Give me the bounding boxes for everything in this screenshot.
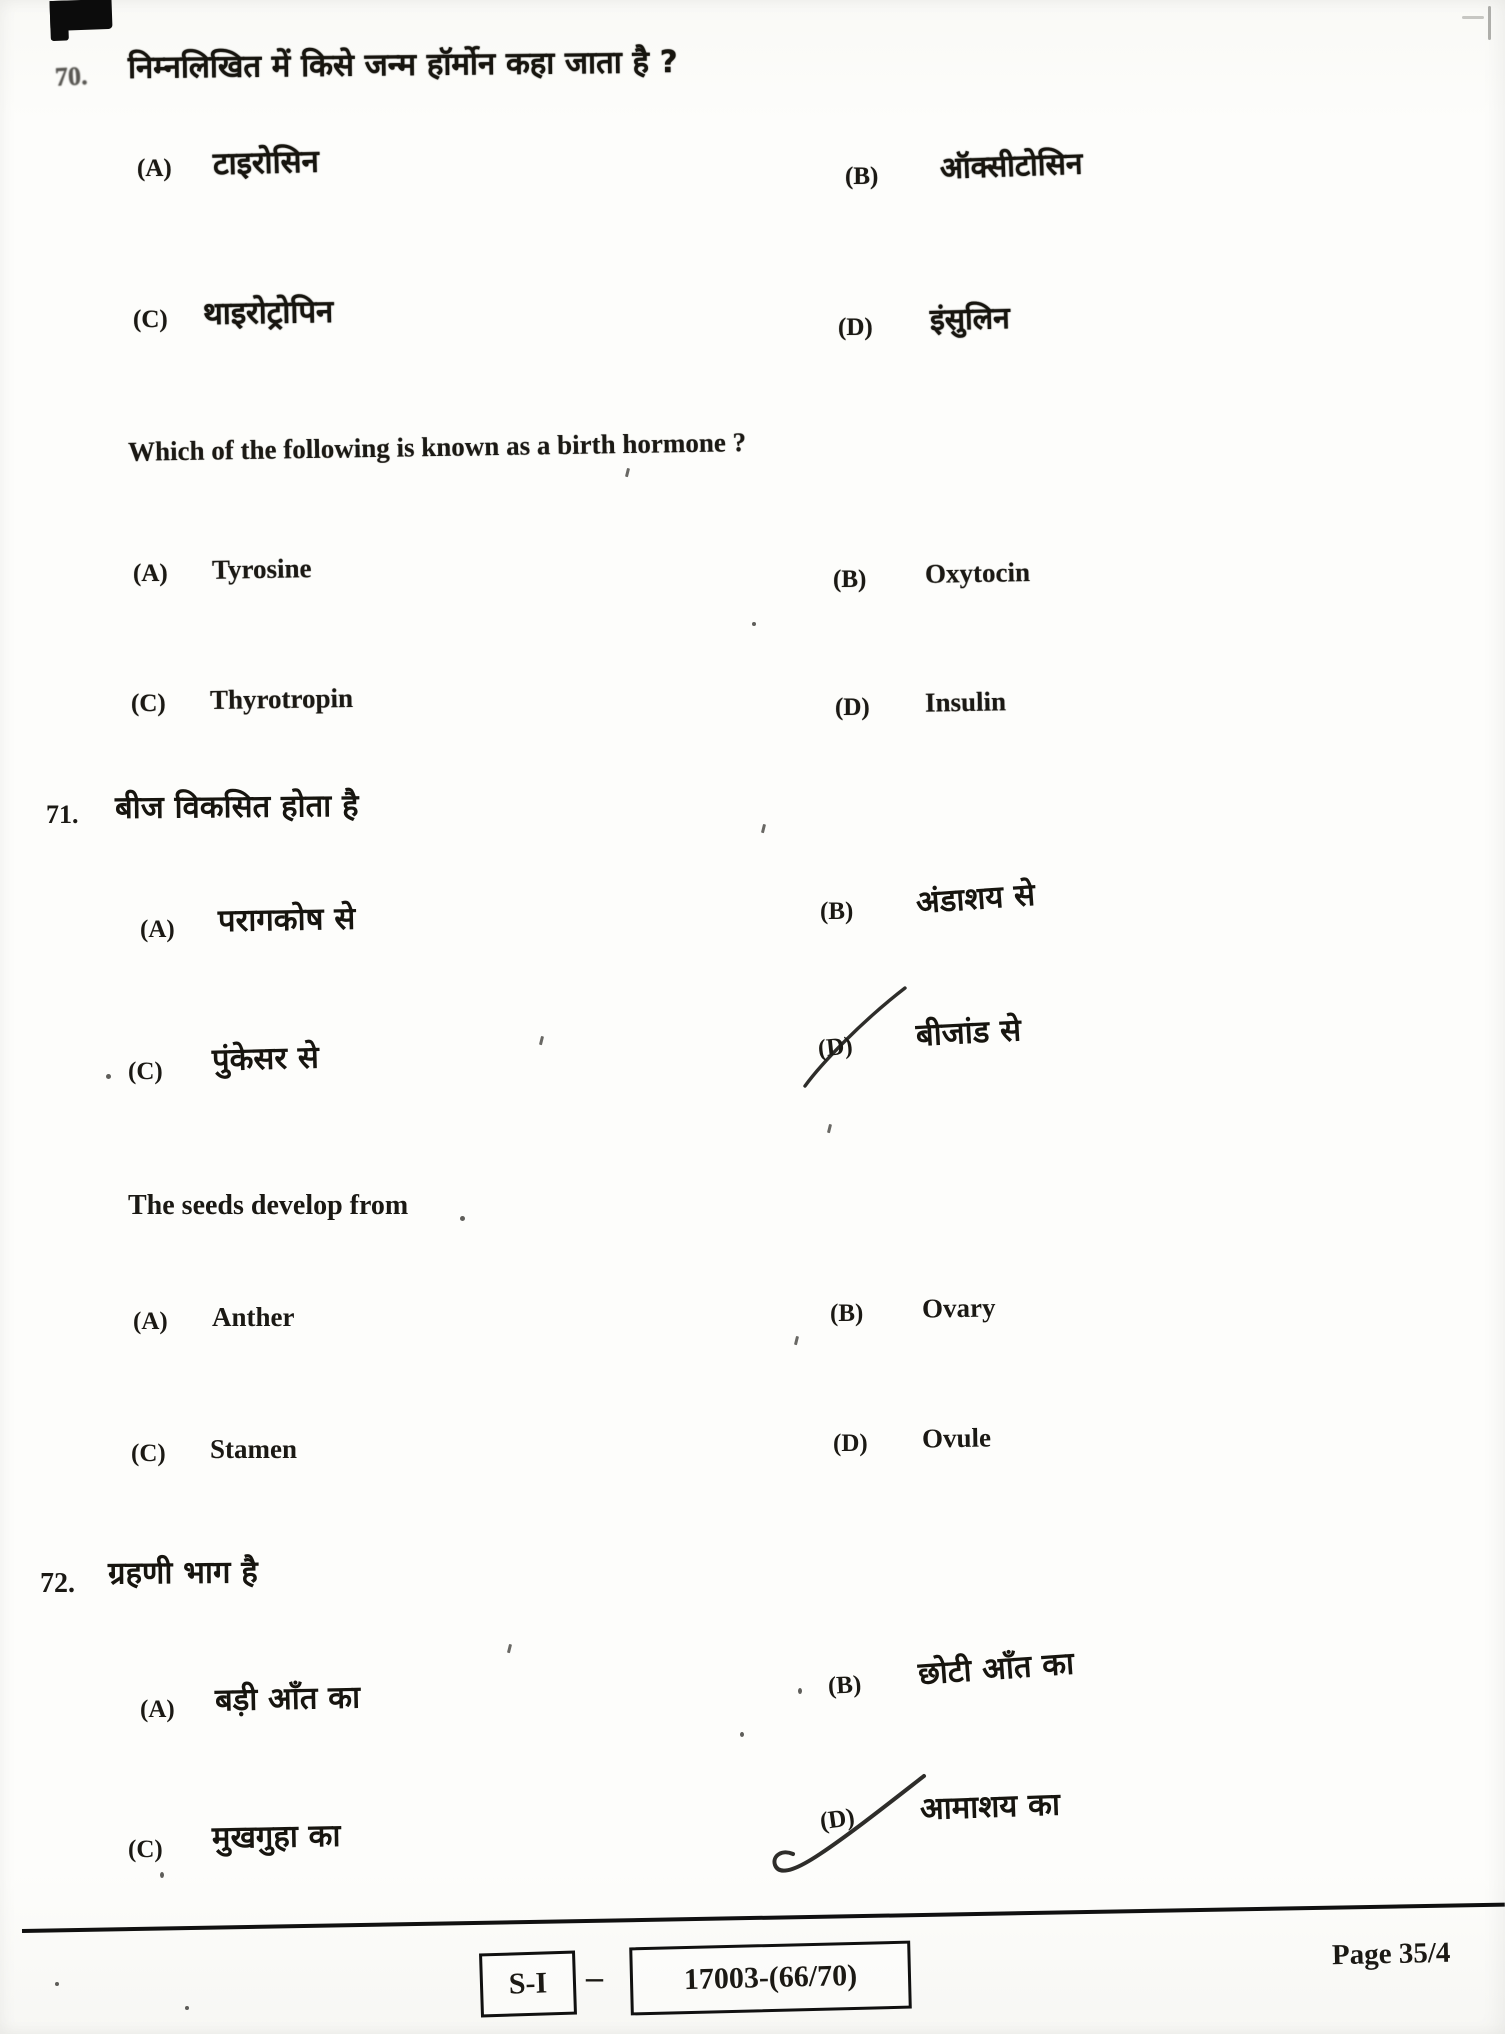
- question-70-text-hindi: निम्नलिखित में किसे जन्म हॉर्मोन कहा जाता है ?: [127, 44, 678, 86]
- question-72-text-hindi: ग्रहणी भाग है: [107, 1554, 258, 1592]
- question-71-option-a-label-english: (A): [133, 1308, 168, 1335]
- question-71-option-a-label-hindi: (A): [140, 916, 175, 943]
- scan-speck: [752, 622, 756, 626]
- handwritten-strike-q71-option-d: [795, 982, 917, 1094]
- question-71-option-b-label-english: (B): [830, 1300, 864, 1327]
- question-71-option-a-text-hindi: परागकोष से: [217, 900, 356, 940]
- question-71-option-c-label-english: (C): [131, 1440, 166, 1467]
- scan-speck: [106, 1074, 111, 1079]
- scan-speck: [160, 1872, 164, 1878]
- question-70-number: 70.: [54, 61, 89, 92]
- footer-code-box: [629, 1941, 912, 2016]
- question-72-option-c-text-hindi: मुखगुहा का: [211, 1817, 341, 1857]
- scan-speck: [460, 1216, 465, 1221]
- question-71-number: 71.: [46, 800, 79, 829]
- question-70-option-c-text-english: Thyrotropin: [209, 683, 354, 715]
- question-71-option-b-text-hindi: अंडाशय से: [914, 876, 1037, 922]
- footer-paper-code: 17003-(66/70): [683, 1958, 858, 1997]
- question-71-option-a-text-english: Anther: [212, 1302, 295, 1332]
- question-70-option-a-text-english: Tyrosine: [211, 553, 312, 585]
- question-71-option-d-text-hindi: बीजांड से: [915, 1012, 1022, 1054]
- question-72-option-a-text-hindi: बड़ी आँत का: [214, 1679, 361, 1719]
- question-70-option-b-label-english: (B): [833, 566, 867, 593]
- question-71-option-b-text-english: Ovary: [921, 1292, 996, 1324]
- scan-speck: [185, 2006, 189, 2010]
- scan-speck: [55, 1982, 59, 1986]
- question-72-option-d-text-hindi: आमाशय का: [919, 1786, 1061, 1828]
- footer-series-code: S-I: [508, 1966, 548, 2001]
- footer-series-box: [479, 1951, 577, 2018]
- scan-speck: [827, 1124, 832, 1133]
- scan-speck: [761, 824, 766, 833]
- question-70-option-b-text-hindi: ऑक्सीटोसिन: [939, 146, 1084, 187]
- footer-dash: –: [586, 1959, 603, 1996]
- question-72-option-a-label-hindi: (A): [140, 1696, 175, 1723]
- scan-speck: [794, 1336, 799, 1345]
- scan-speck: [625, 468, 630, 477]
- question-70-option-d-label-english: (D): [835, 694, 870, 721]
- question-70-option-d-text-english: Insulin: [924, 686, 1007, 718]
- question-70-option-c-text-hindi: थाइरोट्रोपिन: [202, 293, 334, 333]
- question-71-option-c-label-hindi: (C): [128, 1058, 163, 1085]
- question-71-text-english: The seeds develop from: [128, 1190, 409, 1221]
- scan-speck: [507, 1644, 512, 1653]
- scan-speck: [539, 1036, 544, 1045]
- question-70-option-a-text-hindi: टाइरोसिन: [212, 143, 320, 183]
- handwritten-strike-q72-option-d: [762, 1768, 937, 1893]
- question-71-option-c-text-hindi: पुंकेसर से: [211, 1039, 320, 1079]
- question-71-option-d-label-hindi: (D): [816, 1032, 854, 1063]
- question-70-option-a-label-english: (A): [133, 560, 168, 587]
- scan-corner-mark: [49, 0, 112, 31]
- question-70-option-d-label-hindi: (D): [838, 314, 873, 341]
- question-72-option-c-label-hindi: (C): [128, 1836, 163, 1863]
- question-71-option-c-text-english: Stamen: [210, 1434, 297, 1464]
- question-71-option-b-label-hindi: (B): [820, 898, 854, 925]
- question-72-option-b-text-hindi: छोटी आँत का: [916, 1645, 1076, 1693]
- question-70-option-d-text-hindi: इंसुलिन: [929, 300, 1011, 339]
- question-72-number: 72.: [40, 1568, 75, 1599]
- footer-page-number: Page 35/4: [1331, 1936, 1451, 1972]
- footer-rule: [22, 1903, 1505, 1933]
- scan-edge-mark-vertical: [1488, 6, 1491, 40]
- question-72-option-b-label-hindi: (B): [827, 1671, 862, 1700]
- question-70-option-b-label-hindi: (B): [845, 163, 879, 190]
- question-70-option-b-text-english: Oxytocin: [924, 557, 1031, 589]
- question-71-option-d-label-english: (D): [833, 1430, 868, 1457]
- question-70-option-c-label-hindi: (C): [133, 306, 168, 333]
- question-70-option-a-label-hindi: (A): [137, 155, 172, 182]
- scan-speck: [740, 1732, 744, 1737]
- question-71-text-hindi: बीज विकसित होता है: [114, 787, 359, 827]
- question-71-option-d-text-english: Ovule: [921, 1422, 992, 1454]
- question-70-text-english: Which of the following is known as a birth hormone ?: [127, 427, 747, 467]
- scan-edge-mark-horizontal: [1462, 16, 1484, 19]
- scan-speck: [798, 1688, 802, 1694]
- question-70-option-c-label-english: (C): [131, 690, 166, 717]
- question-72-option-d-label-hindi: (D): [818, 1803, 857, 1836]
